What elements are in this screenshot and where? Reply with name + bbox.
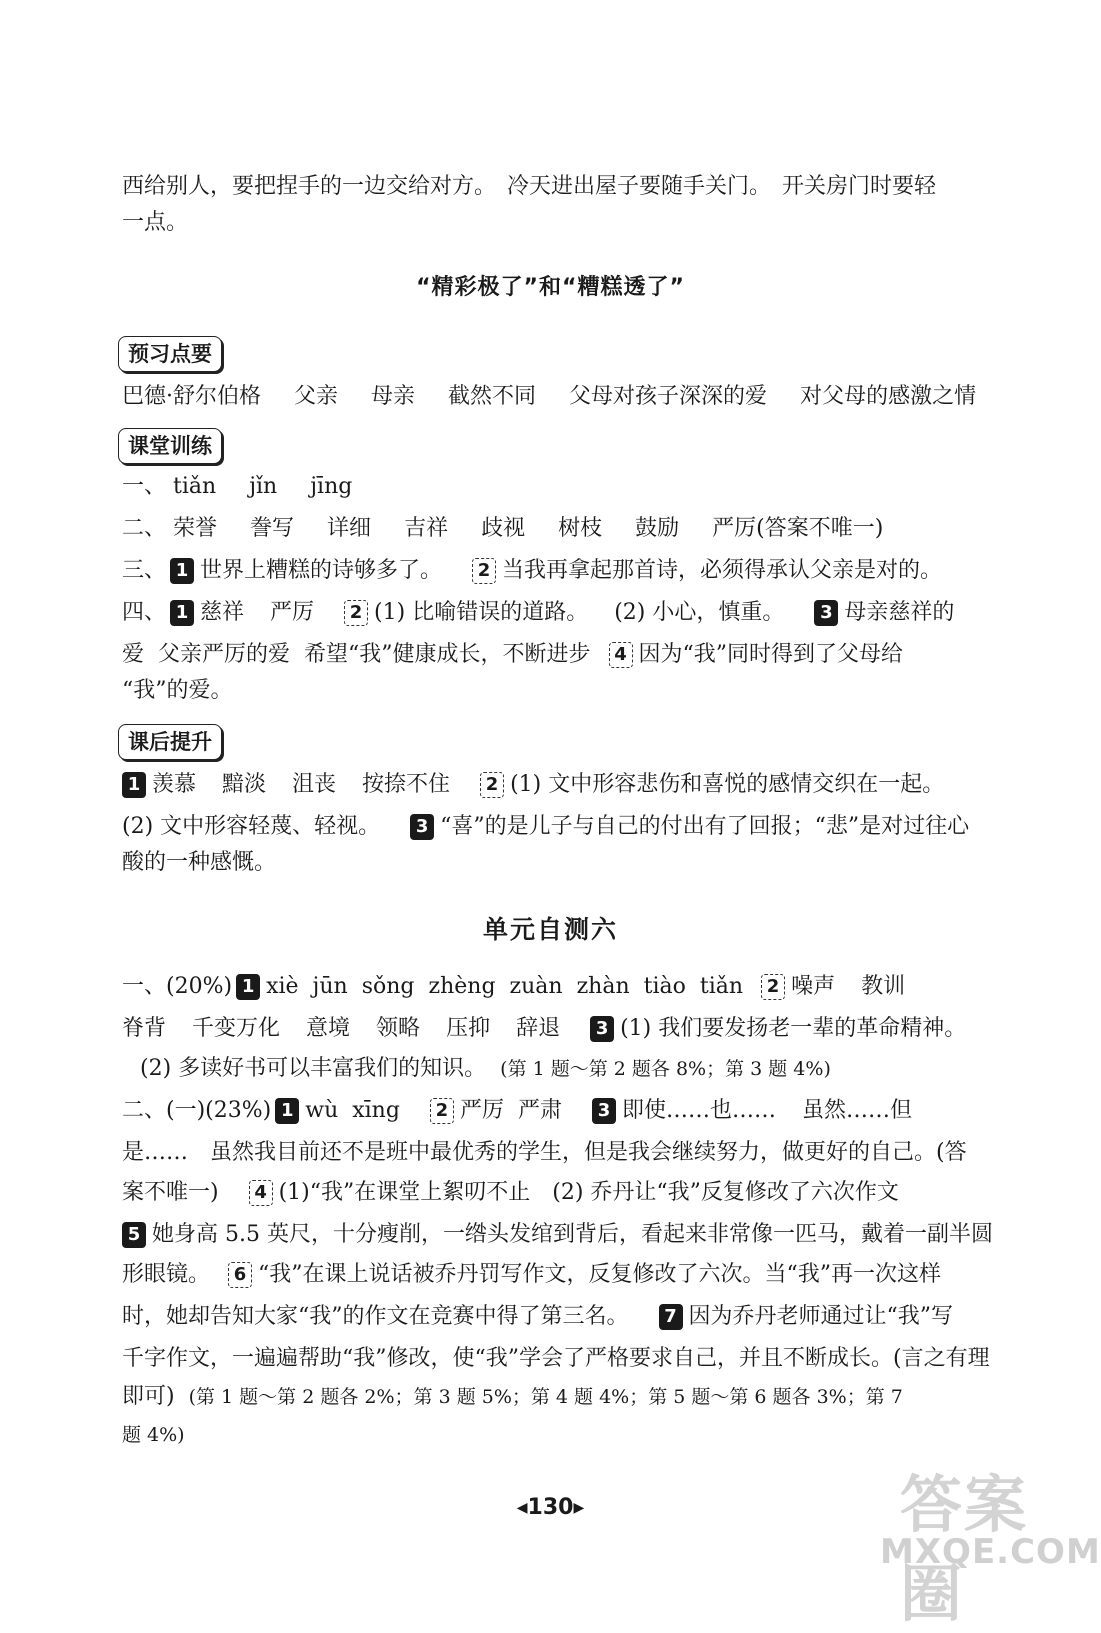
after-q2-q3	[122, 810, 982, 844]
word-answer: 教训	[861, 974, 906, 999]
word-answer: 千变万化	[192, 1016, 281, 1041]
answer-text: 母亲慈祥的	[844, 600, 955, 625]
pinyin-answer: tiào	[643, 974, 686, 999]
pinyin-answer: xiè	[266, 974, 299, 999]
answer-text: (2) 小心，慎重。	[614, 600, 785, 625]
question-label: 二、(一)(23%)	[122, 1098, 272, 1123]
number-badge-outlined: 2	[344, 600, 368, 626]
answer-text: 严厉	[270, 600, 315, 625]
number-badge: 1	[236, 974, 260, 1000]
word-answer: 脊背	[122, 1016, 167, 1041]
answer-text: 父亲严厉的爱	[158, 642, 291, 667]
answer-text: 时，她却告知大家“我”的作文在竞赛中得了第三名。	[122, 1304, 629, 1329]
answer-text: “我”在课上说话被乔丹罚写作文，反复修改了六次。当“我”再一次这样	[258, 1262, 942, 1287]
number-badge-outlined: 2	[430, 1098, 454, 1124]
word-answer: 歧视	[481, 516, 526, 541]
preview-item: 对父母的感激之情	[800, 384, 977, 409]
lesson-title: “精彩极了”和“糟糕透了”	[416, 275, 685, 300]
watermark-en: MXQE.COM	[880, 1532, 1101, 1572]
preview-item: 巴德·舒尔伯格	[122, 384, 261, 409]
watermark-logo	[880, 1450, 1101, 1630]
number-badge: 3	[814, 600, 838, 626]
classroom-q1	[122, 470, 982, 504]
pinyin-answer: wù	[305, 1098, 339, 1123]
answer-text: (1)“我”在课堂上絮叨不止 (2) 乔丹让“我”反复修改了六次作文	[278, 1180, 899, 1205]
answer-text: 因为乔丹老师通过让“我”写	[688, 1304, 953, 1329]
word-answer: 荣誉	[173, 516, 218, 541]
classroom-q3	[122, 554, 982, 588]
answer-text: 因为“我”同时得到了父母给	[638, 642, 904, 667]
word-answer: 黯淡	[222, 772, 267, 797]
continuation-line-2: 一点。	[122, 210, 189, 235]
number-badge-outlined: 2	[472, 558, 496, 584]
answer-text: (2) 文中形容轻蔑、轻视。	[122, 814, 381, 839]
right-triangle-icon: ▶	[573, 1500, 585, 1516]
answer-text: 世界上糟糕的诗够多了。	[200, 558, 443, 583]
question-label: 一、	[122, 474, 167, 499]
pinyin-answer: sǒng	[361, 974, 415, 999]
unit-p1-line2	[122, 1012, 982, 1046]
number-badge: 1	[170, 600, 194, 626]
word-answer: 鼓励	[635, 516, 680, 541]
question-label: 二、	[122, 516, 167, 541]
number-badge-outlined: 4	[249, 1180, 273, 1206]
word-answer: 噪声	[791, 974, 836, 999]
pinyin-answer: jǐn	[249, 474, 278, 499]
answer-text: 爱	[122, 642, 145, 667]
word-answer: 树枝	[558, 516, 603, 541]
unit-p2-line1	[122, 1094, 982, 1128]
pinyin-answer: jīng	[310, 474, 353, 499]
question-label: 一、(20%)	[122, 974, 233, 999]
pinyin-answer: tiǎn	[699, 974, 744, 999]
pinyin-answer: zuàn	[509, 974, 563, 999]
score-note: (第 1 题～第 2 题各 8%；第 3 题 4%)	[500, 1058, 831, 1080]
left-triangle-icon: ◀	[516, 1500, 528, 1516]
unit-p2-line6	[122, 1300, 982, 1334]
number-badge: 1	[275, 1098, 299, 1124]
number-badge-outlined: 4	[609, 642, 633, 668]
answer-text: 案不唯一)	[122, 1180, 219, 1205]
preview-item: 父亲	[294, 384, 339, 409]
answer-text: (1) 比喻错误的道路。	[374, 600, 589, 625]
word-answer: 沮丧	[292, 772, 337, 797]
score-note: (第 1 题～第 2 题各 2%；第 3 题 5%；第 4 题 4%；第 5 题～第 6 题各 3%；第 7	[188, 1386, 903, 1408]
continuation-line-1: 西给别人，要把捏手的一边交给对方。 冷天进出屋子要随手关门。 开关房门时要轻	[122, 174, 937, 199]
preview-answers	[122, 380, 982, 414]
word-answer: 誊写	[250, 516, 295, 541]
answer-text: 即可)	[122, 1384, 175, 1409]
classroom-tag: 课堂训练	[118, 428, 222, 464]
number-badge: 1	[122, 772, 146, 798]
pinyin-answer: xīng	[352, 1098, 400, 1123]
answer-text: (2) 多读好书可以丰富我们的知识。	[140, 1056, 487, 1081]
question-label: 四、	[122, 600, 167, 625]
after-q3-line2: 酸的一种感慨。	[122, 850, 277, 875]
preview-item: 父母对孩子深深的爱	[569, 384, 768, 409]
unit-p2-line5	[122, 1258, 982, 1292]
number-badge: 3	[410, 814, 434, 840]
answer-text: 慈祥	[200, 600, 245, 625]
classroom-q4-line1	[122, 596, 982, 630]
answer-text: 当我再拿起那首诗，必须得承认父亲是对的。	[502, 558, 943, 583]
unit-p2-line2: 是…… 虽然我目前还不是班中最优秀的学生，但是我会继续努力，做更好的自己。(答	[122, 1140, 967, 1165]
number-badge-outlined: 2	[480, 772, 504, 798]
pinyin-answer: jūn	[312, 974, 348, 999]
watermark-cn: 答案圈	[900, 1468, 1029, 1630]
word-answer: 意境	[306, 1016, 351, 1041]
number-badge: 1	[170, 558, 194, 584]
unit-p2-line3	[122, 1176, 982, 1210]
answer-text: 即使……也……	[621, 1098, 776, 1123]
preview-tag: 预习点要	[118, 336, 222, 372]
classroom-q4-line3: “我”的爱。	[122, 678, 233, 703]
number-badge-outlined: 6	[228, 1262, 252, 1288]
answer-text: (1) 文中形容悲伤和喜悦的感情交织在一起。	[510, 772, 945, 797]
word-answer: 严肃	[517, 1098, 562, 1123]
unit-p2-line8	[122, 1380, 982, 1414]
unit-test-title: 单元自测六	[482, 915, 618, 944]
question-label: 三、	[122, 558, 167, 583]
word-answer: 吉祥	[404, 516, 449, 541]
pinyin-answer: zhàn	[576, 974, 630, 999]
after-q1-q2	[122, 768, 982, 802]
unit-p1-line1	[122, 970, 982, 1004]
unit-p2-line7: 千字作文，一遍遍帮助“我”修改，使“我”学会了严格要求自己，并且不断成长。(言之有理	[122, 1346, 990, 1371]
classroom-q4-line2	[122, 638, 982, 672]
pinyin-answer: tiǎn	[173, 474, 217, 499]
word-answer: 详细	[327, 516, 372, 541]
word-answer: 辞退	[516, 1016, 561, 1041]
unit-p2-line4	[122, 1218, 993, 1252]
number-badge: 3	[590, 1016, 614, 1042]
answer-text: 形眼镜。	[122, 1262, 211, 1287]
page-number-value: 130	[527, 1495, 574, 1520]
number-badge: 7	[659, 1304, 683, 1330]
word-answer: 羡慕	[152, 772, 197, 797]
answer-text: (1) 我们要发扬老一辈的革命精神。	[620, 1016, 967, 1041]
answer-text: 虽然……但	[801, 1098, 912, 1123]
number-badge-outlined: 2	[761, 974, 785, 1000]
pinyin-answer: zhèng	[428, 974, 496, 999]
number-badge: 3	[592, 1098, 616, 1124]
classroom-q2	[122, 512, 982, 546]
unit-p1-line3	[140, 1052, 1000, 1086]
preview-item: 母亲	[371, 384, 416, 409]
word-answer: 领略	[376, 1016, 421, 1041]
number-badge: 5	[122, 1222, 146, 1248]
answer-text: 希望“我”健康成长，不断进步	[304, 642, 591, 667]
word-answer: 严厉(答案不唯一)	[712, 516, 884, 541]
word-answer: 按捺不住	[362, 772, 451, 797]
answer-text: “喜”的是儿子与自己的付出有了回报；“悲”是对过往心	[440, 814, 970, 839]
preview-item: 截然不同	[448, 384, 537, 409]
word-answer: 压抑	[446, 1016, 491, 1041]
unit-p2-line9: 题 4%)	[122, 1424, 185, 1446]
after-class-tag: 课后提升	[118, 724, 222, 760]
answer-text: 她身高 5.5 英尺，十分瘦削，一绺头发绾到背后，看起来非常像一匹马，戴着一副半圆	[152, 1222, 993, 1247]
word-answer: 严厉	[459, 1098, 504, 1123]
